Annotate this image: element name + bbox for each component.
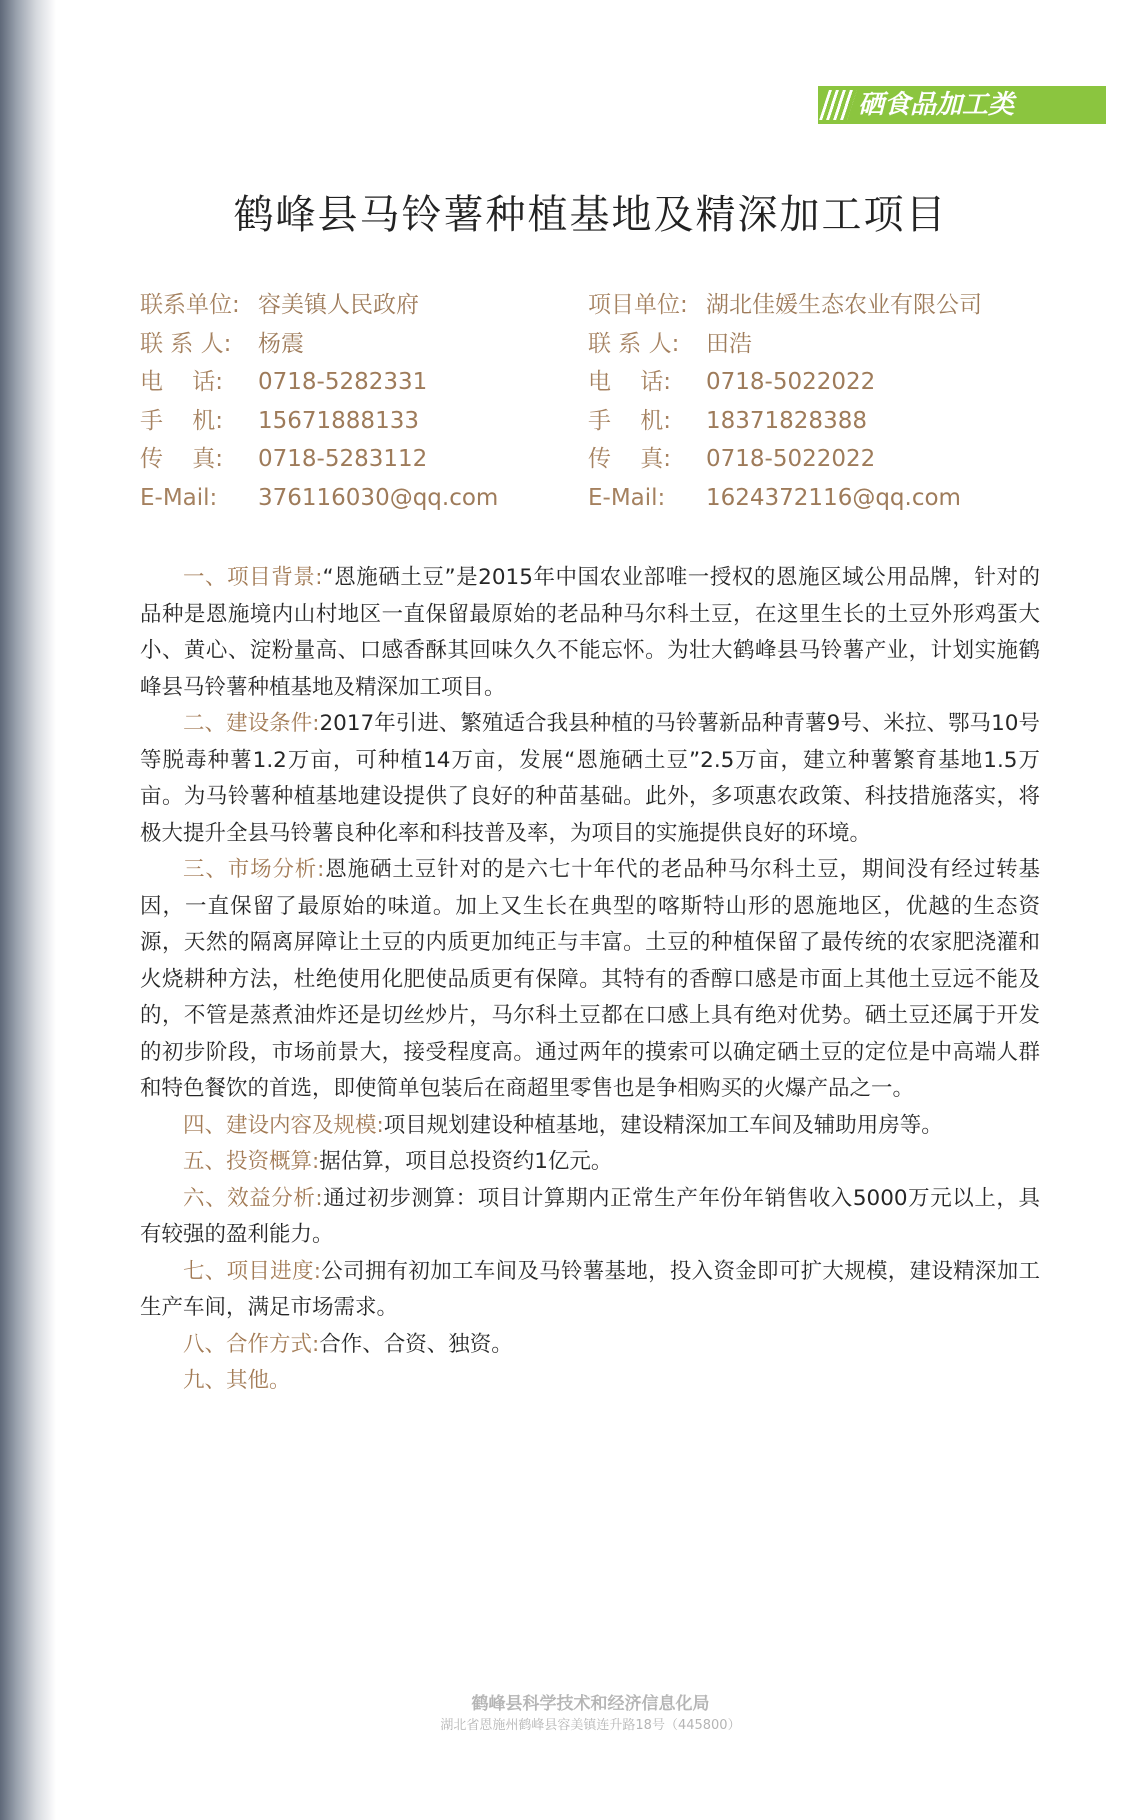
section-heading: 四、建设内容及规模: bbox=[183, 1112, 384, 1138]
section-text: 公司拥有初加工车间及马铃薯基地，投入资金即可扩大规模，建设精深加工生产车间，满足市场需求。 bbox=[140, 1258, 1040, 1320]
footer-organization: 鹤峰县科学技术和经济信息化局 bbox=[471, 1694, 710, 1714]
category-tab bbox=[818, 86, 1106, 124]
contact-label: 联系单位: bbox=[140, 292, 240, 318]
section-text: 2017年引进、繁殖适合我县种植的马铃薯新品种青薯9号、米拉、鄂马10号等脱毒种薯1.2万亩，可种植14万亩，发展“恩施硒土豆”2.5万亩，建立种薯繁育基地1.5万亩。为马铃薯种植基地建设提供了良好的种苗基础。此外，多项惠农政策、科技措施落实，将极大提升全县马铃薯良种化率和科技普及率，为项目的实施提供良好的环境。 bbox=[140, 711, 1040, 846]
section-heading: 一、项目背景: bbox=[183, 565, 323, 590]
contact-block-right bbox=[588, 286, 1058, 518]
contact-label: 手 机: bbox=[588, 407, 671, 434]
stripes-icon bbox=[819, 90, 857, 120]
contact-label: 项目单位: bbox=[588, 292, 688, 318]
section-text: “恩施硒土豆”是2015年中国农业部唯一授权的恩施区域公用品牌，针对的品种是恩施境内山村地区一直保留最原始的老品种马尔科土豆，在这里生长的土豆外形鸡蛋大小、黄心、淀粉量高、口感香酥其回味久久不能忘怀。为壮大鹤峰县马铃薯产业，计划实施鹤峰县马铃薯种植基地及精深加工项目。 bbox=[140, 565, 1040, 700]
section-market bbox=[140, 852, 1040, 1108]
contact-label: E-Mail: bbox=[140, 484, 218, 511]
contact-label: 联 系 人: bbox=[140, 330, 232, 357]
contact-row bbox=[588, 402, 1058, 441]
contact-value: 容美镇人民政府 bbox=[258, 292, 419, 318]
contact-value: 杨震 bbox=[258, 330, 304, 357]
section-text: 项目规划建设种植基地，建设精深加工车间及辅助用房等。 bbox=[383, 1112, 943, 1138]
page-footer bbox=[56, 1692, 1125, 1736]
contact-row bbox=[140, 286, 580, 325]
contact-label: 电 话: bbox=[140, 369, 223, 396]
contact-label: 传 真: bbox=[140, 446, 223, 473]
contact-label: 联 系 人: bbox=[588, 330, 680, 357]
email-value: 1624372116@qq.com bbox=[706, 484, 961, 511]
section-background bbox=[140, 560, 1040, 706]
section-text: 合作、合资、独资。 bbox=[319, 1331, 513, 1357]
contact-label: E-Mail: bbox=[588, 484, 666, 511]
contact-row bbox=[140, 440, 580, 479]
contact-row bbox=[588, 325, 1058, 364]
footer-address: 湖北省恩施州鹤峰县容美镇连升路18号（445800） bbox=[440, 1718, 741, 1733]
page-title: 鹤峰县马铃薯种植基地及精深加工项目 bbox=[233, 192, 948, 238]
section-text: 据估算，项目总投资约1亿元。 bbox=[319, 1149, 613, 1174]
section-heading: 三、市场分析: bbox=[183, 857, 325, 882]
contact-value: 0718-5022022 bbox=[706, 446, 876, 473]
contact-value: 0718-5022022 bbox=[706, 369, 876, 396]
section-heading: 七、项目进度: bbox=[183, 1258, 321, 1284]
contact-value: 0718-5282331 bbox=[258, 369, 428, 396]
contact-row bbox=[140, 479, 580, 518]
contact-row bbox=[588, 479, 1058, 518]
section-scale bbox=[140, 1108, 1040, 1145]
section-other bbox=[140, 1363, 1040, 1400]
contact-row bbox=[588, 363, 1058, 402]
page-binding-shadow bbox=[0, 0, 56, 1820]
contact-value: 0718-5283112 bbox=[258, 446, 428, 473]
section-conditions bbox=[140, 706, 1040, 852]
email-value: 376116030@qq.com bbox=[258, 484, 499, 511]
contact-label: 传 真: bbox=[588, 446, 671, 473]
section-benefit bbox=[140, 1181, 1040, 1254]
project-description bbox=[140, 560, 1040, 1400]
contact-row bbox=[140, 402, 580, 441]
section-progress bbox=[140, 1254, 1040, 1327]
section-investment bbox=[140, 1144, 1040, 1181]
section-heading: 五、投资概算: bbox=[183, 1149, 320, 1174]
section-heading: 二、建设条件: bbox=[183, 711, 320, 736]
section-text: 通过初步测算：项目计算期内正常生产年份年销售收入5000万元以上，具有较强的盈利能力。 bbox=[140, 1185, 1040, 1247]
contact-row bbox=[140, 363, 580, 402]
contact-row bbox=[588, 440, 1058, 479]
category-label: 硒食品加工类 bbox=[858, 90, 1015, 120]
section-text: 恩施硒土豆针对的是六七十年代的老品种马尔科土豆，期间没有经过转基因，一直保留了最原始的味道。加上又生长在典型的喀斯特山形的恩施地区，优越的生态资源，天然的隔离屏障让土豆的内质更加纯正与丰富。土豆的种植保留了最传统的农家肥浇灌和火烧耕种方法，杜绝使用化肥使品质更有保障。其特有的香醇口感是市面上其他土豆远不能及的，不管是蒸煮油炸还是切丝炒片，马尔科土豆都在口感上具有绝对优势。硒土豆还属于开发的初步阶段，市场前景大，接受程度高。通过两年的摸索可以确定硒土豆的定位是中高端人群和特色餐饮的首选，即使简单包装后在商超里零售也是争相购买的火爆产品之一。 bbox=[140, 857, 1040, 1101]
contact-value: 湖北佳媛生态农业有限公司 bbox=[706, 292, 982, 318]
section-heading: 六、效益分析: bbox=[183, 1185, 323, 1211]
contact-value: 18371828388 bbox=[706, 407, 867, 434]
contact-value: 15671888133 bbox=[258, 407, 419, 434]
section-heading: 八、合作方式: bbox=[183, 1331, 320, 1357]
document-page bbox=[56, 0, 1125, 1820]
contact-label: 手 机: bbox=[140, 407, 223, 434]
contact-block-left bbox=[140, 286, 580, 518]
section-cooperation bbox=[140, 1327, 1040, 1364]
contact-label: 电 话: bbox=[588, 369, 671, 396]
contact-row bbox=[140, 325, 580, 364]
contact-row bbox=[588, 286, 1058, 325]
section-heading: 九、其他。 bbox=[183, 1368, 291, 1393]
contact-value: 田浩 bbox=[706, 330, 752, 357]
